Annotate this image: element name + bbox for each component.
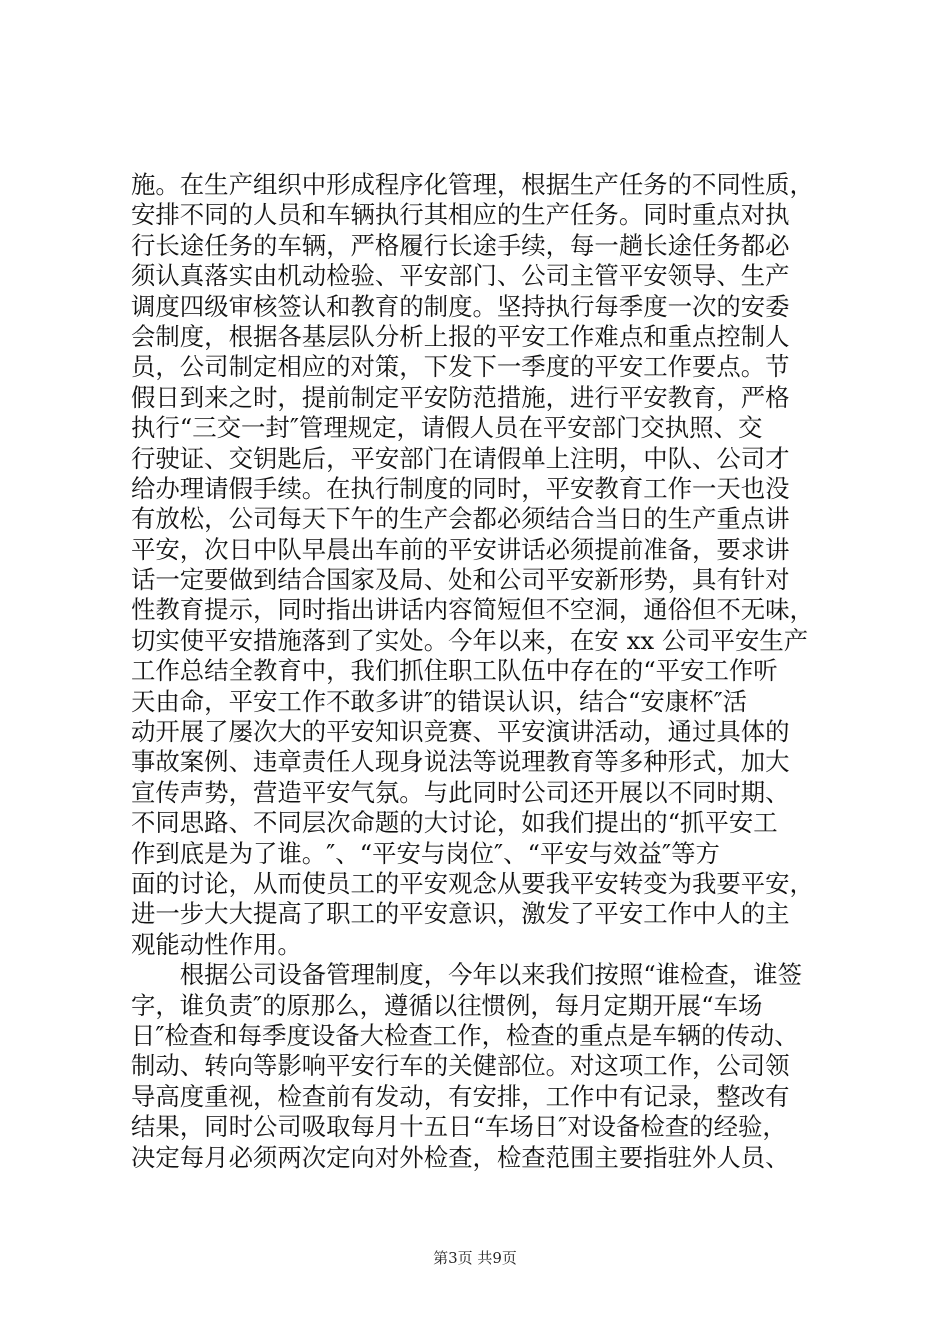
text-line: 观能动性作用。	[131, 929, 302, 959]
text-line: 话一定要做到结合国家及局、处和公司平安新形势，具有针对	[131, 565, 790, 595]
text-line: 安排不同的人员和车辆执行其相应的生产任务。同时重点对执	[131, 200, 790, 230]
text-line: 切实使平安措施落到了实处。今年以来，在安 xx 公司平安生产	[131, 625, 809, 655]
text-line: 事故案例、违章责任人现身说法等说理教育等多种形式，加大	[131, 747, 790, 777]
text-line: 日″检查和每季度设备大检查工作，检查的重点是车辆的传动、	[131, 1020, 799, 1050]
text-line: 决定每月必须两次定向对外检查，检查范围主要指驻外人员、	[131, 1142, 790, 1172]
text-line: 施。在生产组织中形成程序化管理，根据生产任务的不同性质，	[131, 170, 814, 199]
text-line: 行长途任务的车辆，严格履行长途手续，每一趟长途任务都必	[131, 230, 790, 260]
text-line: 工作总结全教育中，我们抓住职工队伍中存在的“平安工作听	[131, 656, 778, 686]
text-line: 调度四级审核签认和教育的制度。坚持执行每季度一次的安委	[131, 291, 790, 321]
text-line: 字，谁负责″的原那么，遵循以往惯例，每月定期开展“车场	[131, 990, 763, 1020]
text-line: 性教育提示，同时指出讲话内容简短但不空洞，通俗但不无味，	[131, 595, 814, 625]
text-line: 有放松，公司每天下午的生产会都必须结合当日的生产重点讲	[131, 504, 790, 534]
text-line: 执行“三交一封″管理规定，请假人员在平安部门交执照、交	[131, 413, 763, 443]
text-line: 动开展了屡次大的平安知识竞赛、平安演讲活动，通过具体的	[131, 717, 790, 747]
text-line: 给办理请假手续。在执行制度的同时，平安教育工作一天也没	[131, 473, 790, 503]
text-line: 假日到来之时，提前制定平安防范措施，进行平安教育，严格	[131, 382, 790, 412]
text-line: 进一步大大提高了职工的平安意识，激发了平安工作中人的主	[131, 899, 790, 929]
text-line: 结果，同时公司吸取每月十五日“车场日″对设备检查的经验，	[131, 1112, 787, 1142]
body-text	[131, 170, 831, 1173]
text-line: 天由命，平安工作不敢多讲″的错误认识，结合“安康杯″活	[131, 686, 748, 716]
text-line: 宣传声势，营造平安气氛。与此同时公司还开展以不同时期、	[131, 777, 790, 807]
page-number-footer: 第3页 共9页	[433, 1249, 517, 1267]
text-line: 导高度重视，检查前有发动，有安排，工作中有记录，整改有	[131, 1081, 790, 1111]
text-line: 面的讨论，从而使员工的平安观念从要我平安转变为我要平安，	[131, 868, 814, 898]
text-line: 行驶证、交钥匙后，平安部门在请假单上注明，中队、公司才	[131, 443, 790, 473]
text-line: 作到底是为了谁。″、“平安与岗位″、“平安与效益″等方	[131, 838, 720, 868]
text-line: 制动、转向等影响平安行车的关健部位。对这项工作，公司领	[131, 1051, 790, 1081]
text-line: 根据公司设备管理制度，今年以来我们按照“谁检查，谁签	[131, 960, 803, 990]
text-line: 平安，次日中队早晨出车前的平安讲话必须提前准备，要求讲	[131, 534, 790, 564]
text-line: 须认真落实由机动检验、平安部门、公司主管平安领导、生产	[131, 261, 790, 291]
text-line: 员，公司制定相应的对策，下发下一季度的平安工作要点。节	[131, 352, 790, 382]
text-line: 会制度，根据各基层队分析上报的平安工作难点和重点控制人	[131, 321, 790, 351]
text-line: 不同思路、不同层次命题的大讨论，如我们提出的“抓平安工	[131, 808, 778, 838]
